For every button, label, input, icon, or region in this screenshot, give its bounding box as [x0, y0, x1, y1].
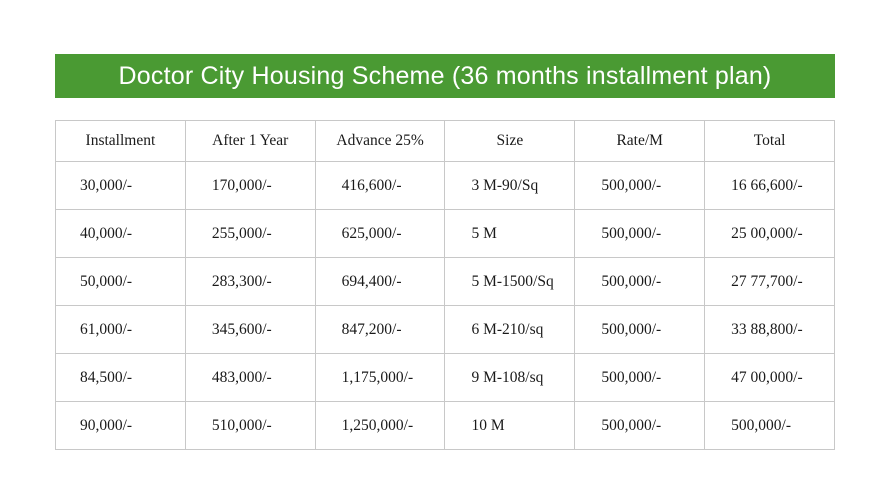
cell-total: 47 00,000/- — [705, 354, 835, 402]
header-after-1-year: After 1 Year — [185, 121, 315, 162]
cell-installment: 61,000/- — [56, 306, 186, 354]
cell-installment: 40,000/- — [56, 210, 186, 258]
table-row — [56, 354, 835, 402]
cell-advance: 694,400/- — [315, 258, 445, 306]
cell-size: 5 M-1500/Sq — [445, 258, 575, 306]
cell-rate: 500,000/- — [575, 162, 705, 210]
header-installment: Installment — [56, 121, 186, 162]
table-header-row — [56, 121, 835, 162]
cell-after-1-year: 255,000/- — [185, 210, 315, 258]
installment-table — [55, 120, 835, 450]
cell-total: 25 00,000/- — [705, 210, 835, 258]
cell-installment: 30,000/- — [56, 162, 186, 210]
cell-after-1-year: 345,600/- — [185, 306, 315, 354]
cell-size: 5 M — [445, 210, 575, 258]
cell-size: 9 M-108/sq — [445, 354, 575, 402]
cell-advance: 416,600/- — [315, 162, 445, 210]
table-row — [56, 210, 835, 258]
cell-rate: 500,000/- — [575, 306, 705, 354]
cell-size: 3 M-90/Sq — [445, 162, 575, 210]
cell-after-1-year: 170,000/- — [185, 162, 315, 210]
cell-installment: 90,000/- — [56, 402, 186, 450]
header-total: Total — [705, 121, 835, 162]
cell-after-1-year: 283,300/- — [185, 258, 315, 306]
header-rate: Rate/M — [575, 121, 705, 162]
page-title: Doctor City Housing Scheme (36 months installment plan) — [55, 54, 835, 98]
table-row — [56, 258, 835, 306]
cell-total: 33 88,800/- — [705, 306, 835, 354]
header-size: Size — [445, 121, 575, 162]
cell-total: 16 66,600/- — [705, 162, 835, 210]
cell-rate: 500,000/- — [575, 354, 705, 402]
table-row — [56, 402, 835, 450]
cell-rate: 500,000/- — [575, 210, 705, 258]
cell-after-1-year: 510,000/- — [185, 402, 315, 450]
cell-advance: 847,200/- — [315, 306, 445, 354]
table-row — [56, 162, 835, 210]
cell-advance: 625,000/- — [315, 210, 445, 258]
table-row — [56, 306, 835, 354]
cell-size: 10 M — [445, 402, 575, 450]
cell-total: 27 77,700/- — [705, 258, 835, 306]
cell-size: 6 M-210/sq — [445, 306, 575, 354]
cell-advance: 1,250,000/- — [315, 402, 445, 450]
cell-installment: 84,500/- — [56, 354, 186, 402]
header-advance: Advance 25% — [315, 121, 445, 162]
cell-total: 500,000/- — [705, 402, 835, 450]
cell-advance: 1,175,000/- — [315, 354, 445, 402]
cell-rate: 500,000/- — [575, 402, 705, 450]
cell-installment: 50,000/- — [56, 258, 186, 306]
cell-after-1-year: 483,000/- — [185, 354, 315, 402]
cell-rate: 500,000/- — [575, 258, 705, 306]
